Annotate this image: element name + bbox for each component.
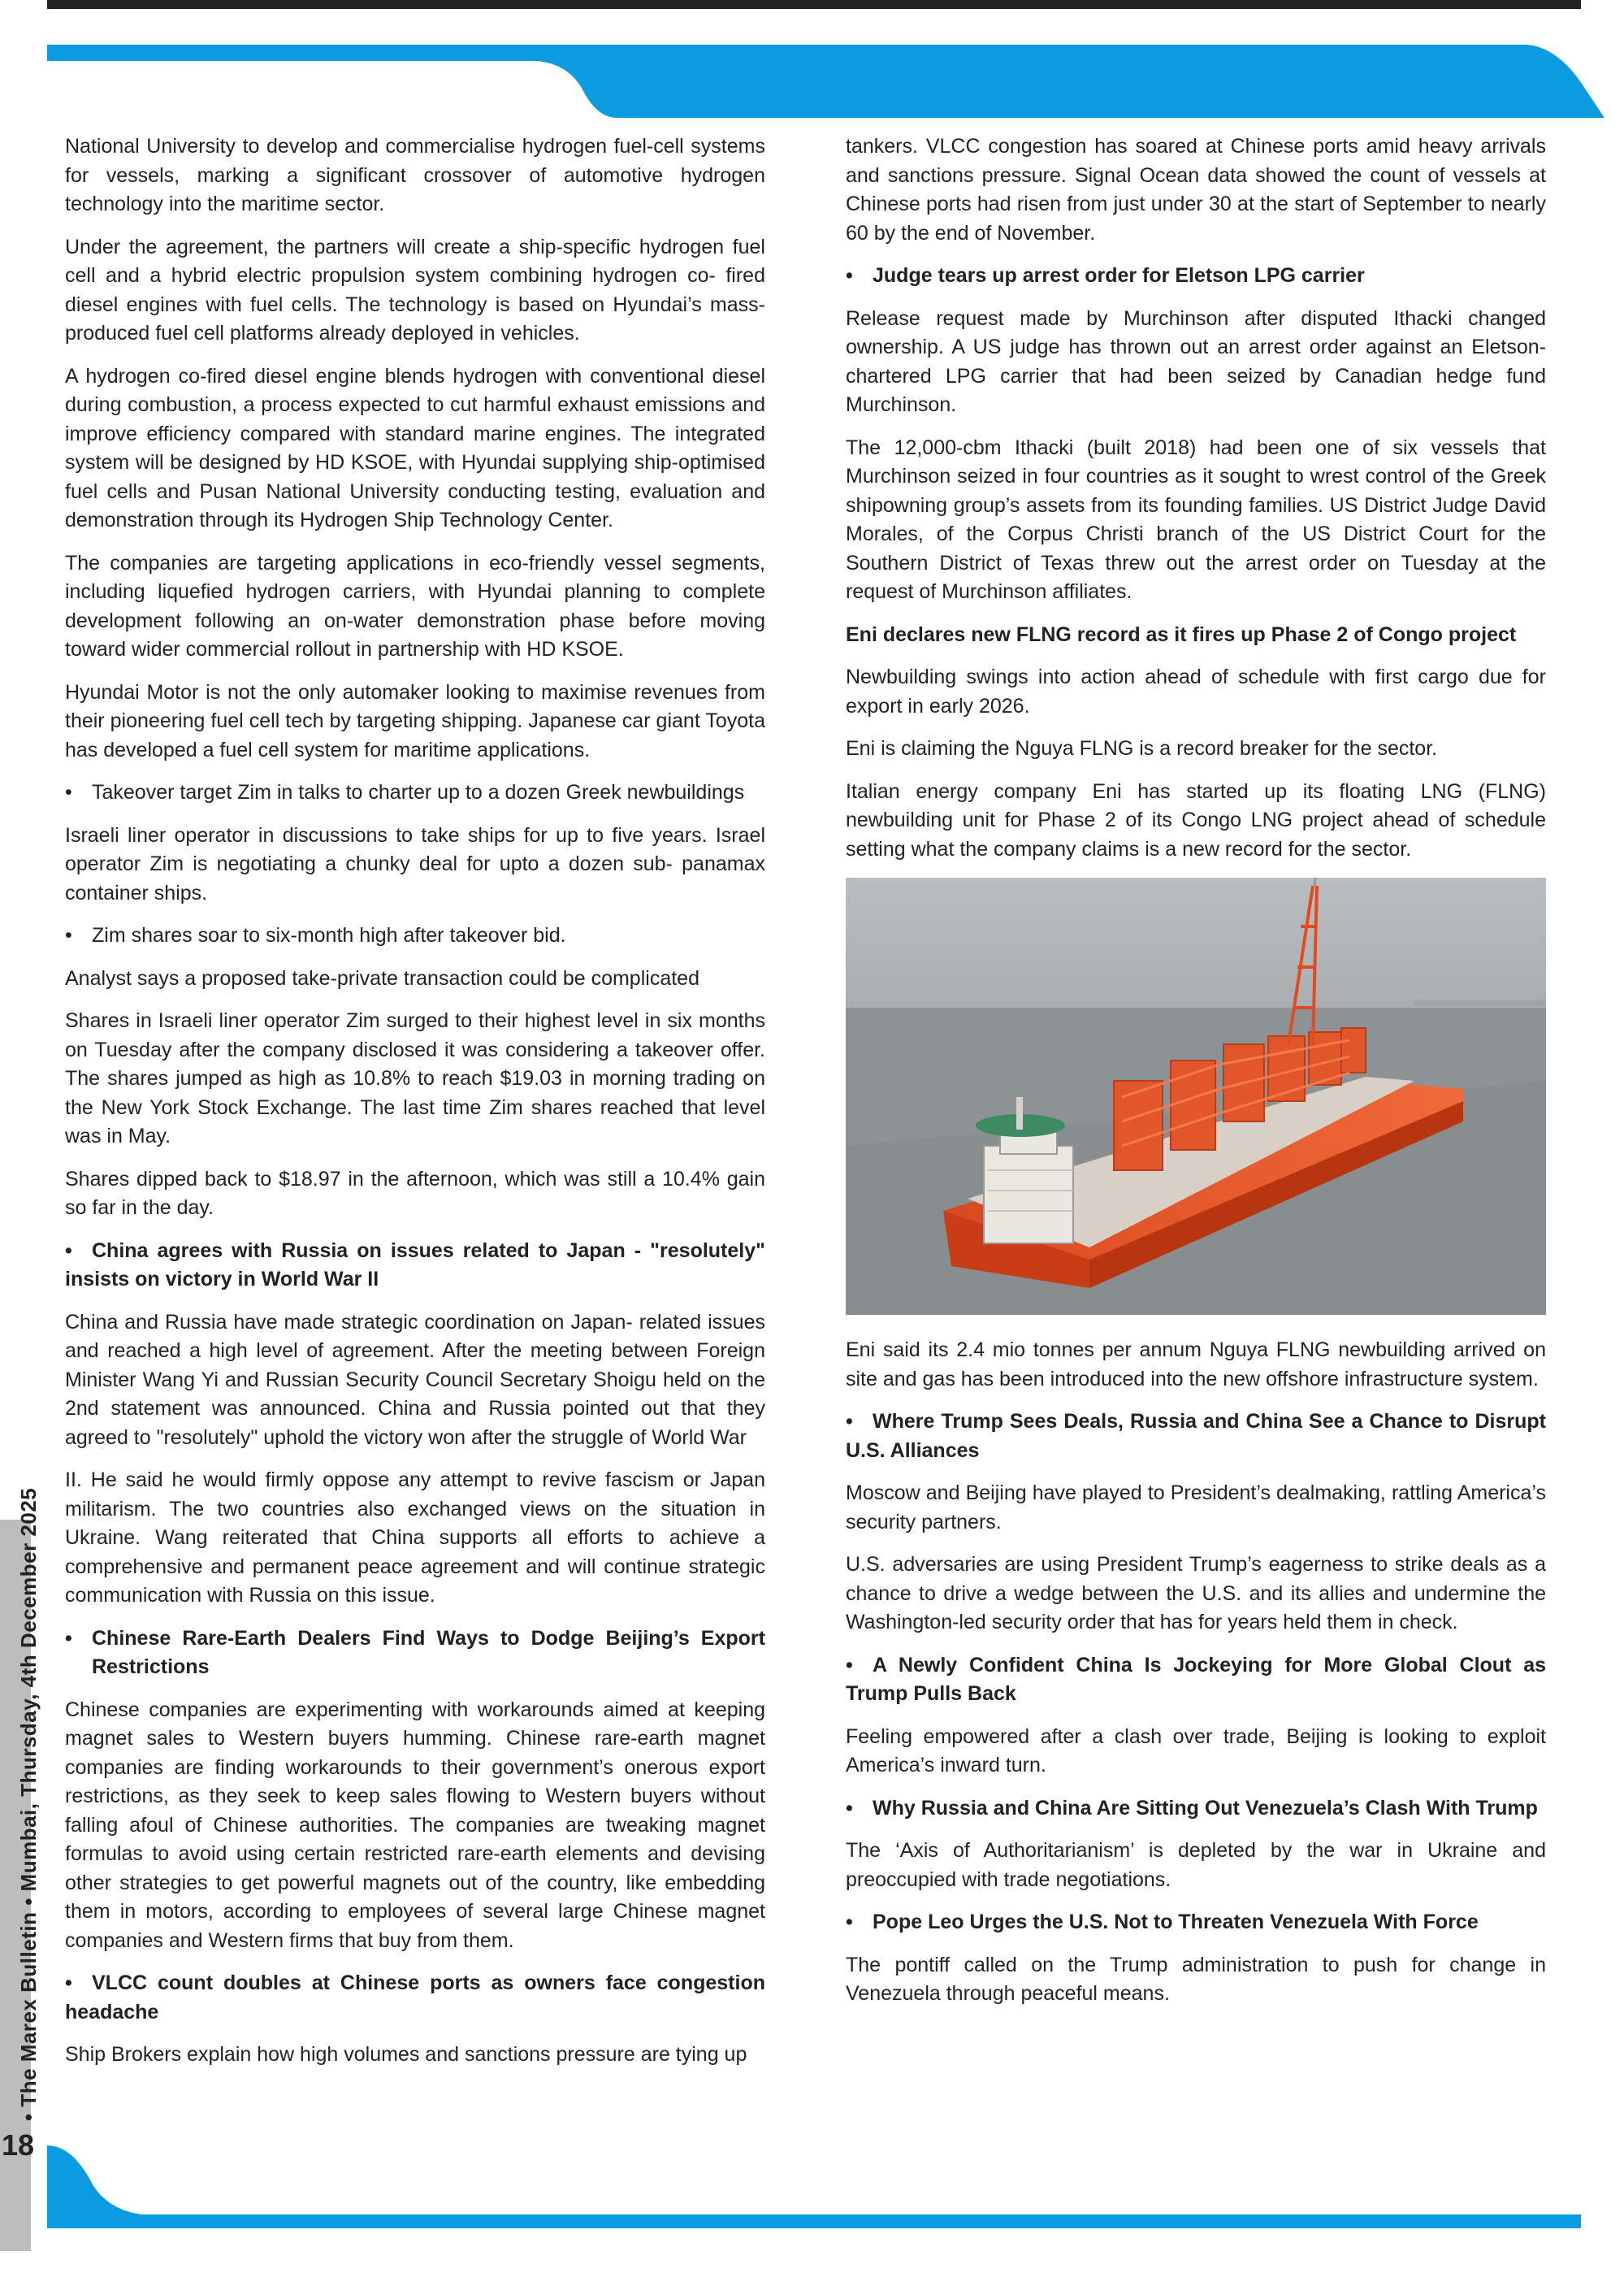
bullet-headline — [846, 262, 1546, 291]
page-number: 18 — [2, 2128, 35, 2162]
bullet: • — [65, 1626, 72, 1650]
bullet: • — [846, 1410, 853, 1433]
paragraph: Release request made by Murchinson after disputed Ithacki changed ownership. A US judge has thrown out an arrest order against an Eletson-chartered LPG carrier that had been seized by Canadian hedge fund Murchinson. — [846, 306, 1546, 416]
paragraph: The ‘Axis of Authoritarianism’ is depleted by the war in Ukraine and preoccupied with trade negotiations. — [846, 1839, 1546, 1891]
folio-vertical: • The Marex Bulletin • Mumbai, Thursday, 4th December 2025 — [16, 1487, 41, 2121]
paragraph: Chinese companies are experimenting with workarounds aimed at keeping magnet sales to Western buyers humming. Chinese rare-earth magnet companies are finding workarounds to their government’s onerous export restrictions, as they seek to keep sales flowing to Western buyers without falling afoul of Chinese authorities. The companies are tweaking magnet formulas to avoid using certain restricted rare-earth elements and devising other strategies to get powerful magnets out of the country, like embedding them in motors, according to employees of several large Chinese magnet companies and Western firms that buy from them. — [65, 1698, 765, 1952]
left-column — [65, 132, 765, 2084]
paragraph: The pontiff called on the Trump administration to push for change in Venezuela through peaceful means. — [846, 1953, 1546, 2005]
headline-text: Why Russia and China Are Sitting Out Venezuela’s Clash With Trump — [873, 1796, 1538, 1820]
paragraph: Shares dipped back to $18.97 in the afternoon, which was still a 10.4% gain so far in the day. — [65, 1167, 765, 1219]
paragraph: The 12,000-cbm Ithacki (built 2018) had been one of six vessels that Murchinson seized in four countries as it sought to wrest control of the Greek shipowning group’s assets from its founding families. US District Judge David Morales, of the Corpus Christi branch of the US District Court for the Southern District of Texas threw out the arrest order on Tuesday at the request of Murchinson affiliates. — [846, 436, 1546, 603]
headline-text: A Newly Confident China Is Jockeying for More Global Clout as Trump Pulls Back — [846, 1653, 1546, 1705]
paragraph: A hydrogen co-fired diesel engine blends hydrogen with conventional diesel during combustion, a process expected to cut harmful exhaust emissions and improve efficiency compared with standard marine engines. The integrated system will be designed by HD KSOE, with Hyundai supplying ship-optimised fuel cells and Pusan National University conducting testing, evaluation and demonstration through its Hydrogen Ship Technology Center. — [65, 364, 765, 531]
paragraph: Moscow and Beijing have played to President’s dealmaking, rattling America’s security partners. — [846, 1481, 1546, 1533]
flng-vessel-photo — [846, 878, 1546, 1315]
headline: Eni declares new FLNG record as it fires up Phase 2 of Congo project — [846, 622, 1517, 646]
bullet: • — [65, 1972, 72, 1994]
bottom-footer-band — [0, 2129, 1624, 2235]
paragraph: U.S. adversaries are using President Trump’s eagerness to strike deals as a chance to drive a wedge between the U.S. and its allies and undermine the Washington-led security order that has for years held them in check. — [846, 1553, 1546, 1633]
right-column — [846, 132, 1546, 2023]
bullet: • — [65, 781, 72, 804]
bullet-headline — [846, 1651, 1546, 1709]
bullet-text: Zim shares soar to six-month high after takeover bid. — [92, 924, 566, 947]
paragraph: Shares in Israeli liner operator Zim surged to their highest level in six months on Tuesday after the company disclosed it was considering a takeover offer. The shares jumped as high as 10.8% to reach $19.03 in morning trading on the New York Stock Exchange. The last time Zim shares reached that level was in May. — [65, 1009, 765, 1147]
paragraph: China and Russia have made strategic coordination on Japan- related issues and reached a high level of agreement. After the meeting between Foreign Minister Wang Yi and Russian Security Council Secretary Shoigu held on the 2nd statement was announced. China and Russia pointed out that they agreed to "resolutely" uphold the victory won after the struggle of World War — [65, 1310, 765, 1449]
bullet: • — [846, 1653, 853, 1677]
bullet-headline — [65, 1624, 765, 1682]
headline-text: Where Trump Sees Deals, Russia and China See a Chance to Disrupt U.S. Alliances — [846, 1410, 1546, 1462]
bullet-text: Takeover target Zim in talks to charter up to a dozen Greek newbuildings — [92, 781, 745, 804]
paragraph: Under the agreement, the partners will create a ship-specific hydrogen fuel cell and a hybrid electric propulsion system combining hydrogen co- fired diesel engines with fuel cells. The technology is based on Hyundai’s mass-produced fuel cell platforms already deployed in vehicles. — [65, 235, 765, 345]
headline-text: Pope Leo Urges the U.S. Not to Threaten Venezuela With Force — [873, 1911, 1479, 1933]
paragraph: Hyundai Motor is not the only automaker looking to maximise revenues from their pioneering fuel cell tech by targeting shipping. Japanese car giant Toyota has developed a fuel cell system for maritime applications. — [65, 680, 765, 761]
top-header-band — [0, 0, 1624, 130]
bullet: • — [65, 924, 72, 947]
bullet-headline — [65, 1237, 765, 1295]
bullet: • — [846, 1911, 853, 1933]
headline-text: Judge tears up arrest order for Eletson LPG carrier — [873, 264, 1365, 287]
paragraph: Analyst says a proposed take-private transaction could be complicated — [65, 966, 699, 990]
headline-text: China agrees with Russia on issues related to Japan - "resolutely" insists on victory in World War II — [65, 1238, 765, 1290]
paragraph: II. He said he would firmly oppose any attempt to revive fascism or Japan militarism. The two countries also exchanged views on the situation in Ukraine. Wang reiterated that China supports all efforts to achieve a comprehensive and permanent peace agreement and will continue strategic communication with Russia on this issue. — [65, 1468, 765, 1607]
bullet-item — [65, 922, 765, 951]
paragraph: Italian energy company Eni has started up its floating LNG (FLNG) newbuilding unit for Phase 2 of its Congo LNG project ahead of schedule setting what the company claims is a new record for the sector. — [846, 779, 1546, 861]
bullet-headline — [846, 1794, 1546, 1824]
bullet: • — [846, 264, 853, 287]
paragraph: Eni is claiming the Nguya FLNG is a record breaker for the sector. — [846, 737, 1438, 760]
headline-text: Chinese Rare-Earth Dealers Find Ways to Dodge Beijing’s Export Restrictions — [92, 1626, 765, 1678]
bullet-headline — [65, 1969, 765, 2027]
bullet: • — [846, 1796, 853, 1820]
paragraph: Eni said its 2.4 mio tonnes per annum Nguya FLNG newbuilding arrived on site and gas has been introduced into the new offshore infrastructure system. — [846, 1338, 1546, 1390]
paragraph: Israeli liner operator in discussions to take ships for up to five years. Israel operator Zim is negotiating a chunky deal for upto a dozen sub- panamax container ships. — [65, 823, 765, 904]
paragraph: National University to develop and commercialise hydrogen fuel-cell systems for vessels, marking a significant crossover of automotive hydrogen technology into the maritime sector. — [65, 135, 765, 215]
bullet-item — [65, 779, 765, 808]
bullet: • — [65, 1238, 72, 1262]
paragraph: Ship Brokers explain how high volumes and sanctions pressure are tying up — [65, 2043, 747, 2066]
paragraph: tankers. VLCC congestion has soared at Chinese ports amid heavy arrivals and sanctions pressure. Signal Ocean data showed the count of vessels at Chinese ports had risen from just under 30 at the start of September to nearly 60 by the end of November. — [846, 135, 1546, 245]
headline-text: VLCC count doubles at Chinese ports as owners face congestion headache — [65, 1972, 765, 2024]
paragraph: Newbuilding swings into action ahead of schedule with first cargo due for export in early 2026. — [846, 666, 1546, 718]
bullet-headline — [846, 1908, 1546, 1937]
bullet-headline — [846, 1408, 1546, 1465]
paragraph: The companies are targeting applications in eco-friendly vessel segments, including liquefied hydrogen carriers, with Hyundai planning to complete development following an on-water demonstration phase before moving toward wider commercial rollout in partnership with HD KSOE. — [65, 551, 765, 661]
paragraph: Feeling empowered after a clash over trade, Beijing is looking to exploit America’s inward turn. — [846, 1724, 1546, 1776]
